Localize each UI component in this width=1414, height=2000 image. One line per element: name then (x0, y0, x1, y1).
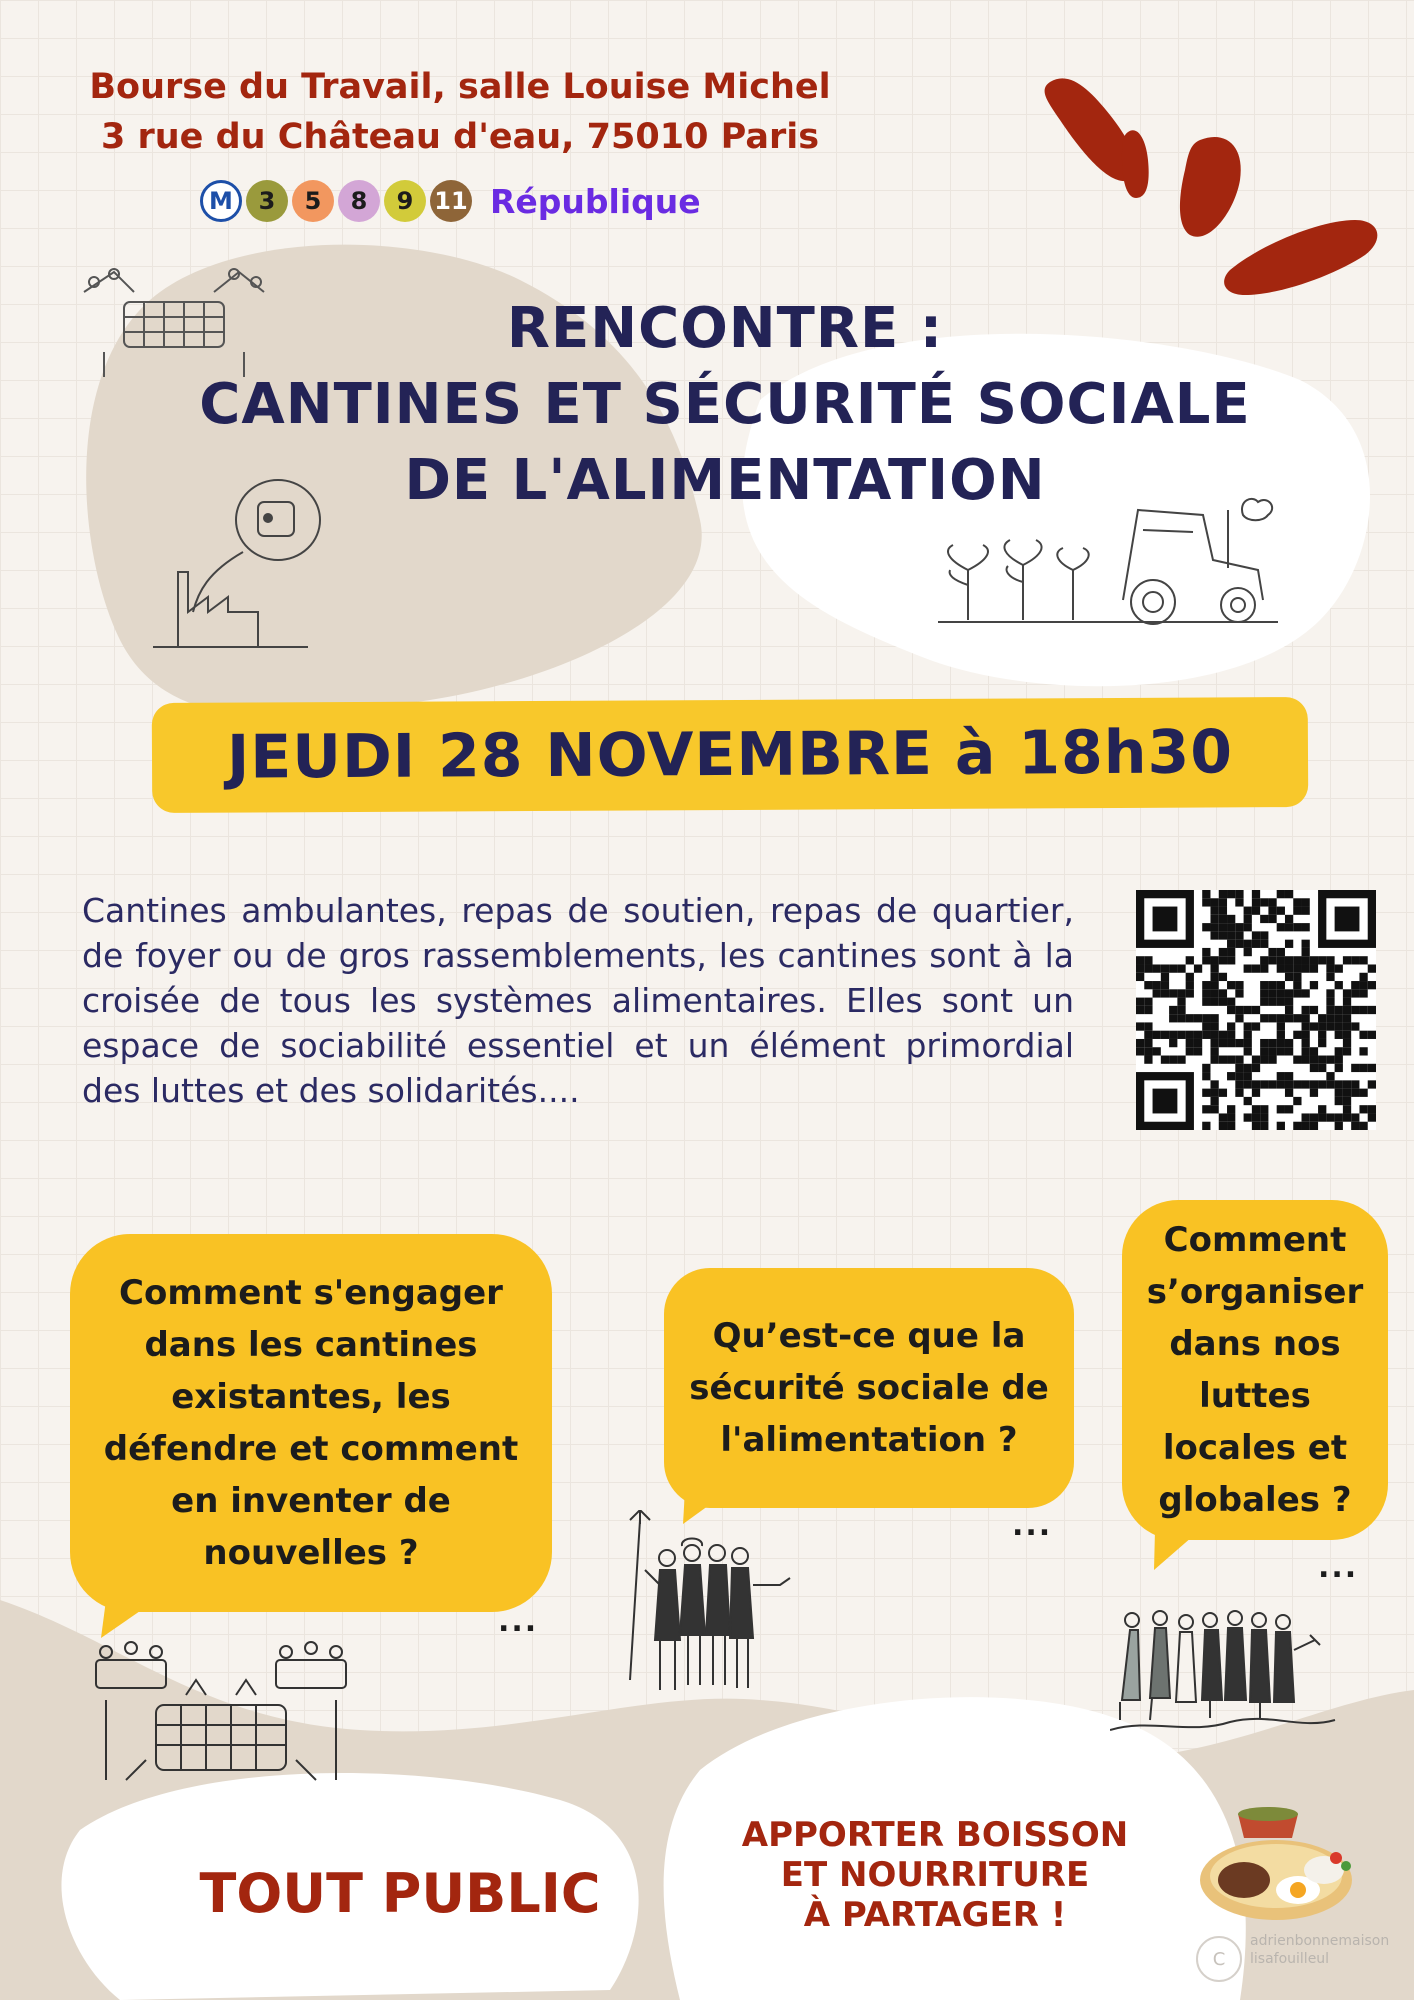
question-2-dots: ... (1012, 1508, 1053, 1543)
metro-line-3: 3 (246, 180, 288, 222)
stroke-3 (1180, 137, 1241, 237)
venue-address: 3 rue du Château d'eau, 75010 Paris (100, 117, 820, 157)
metro-line-11: 11 (430, 180, 472, 222)
metro-info (200, 178, 701, 224)
title-line-2: CANTINES ET SÉCURITÉ SOCIALE (199, 372, 1251, 437)
title-line-3: DE L'ALIMENTATION (404, 448, 1046, 513)
bring-line-1: APPORTER BOISSON (741, 1815, 1129, 1855)
metro-station: République (490, 181, 701, 221)
question-bubble-3 (1122, 1200, 1388, 1540)
date-banner (152, 697, 1309, 813)
bring-line-3: À PARTAGER ! (803, 1895, 1067, 1935)
metro-line-5: 5 (292, 180, 334, 222)
qr-finder (1153, 907, 1178, 932)
venue-name: Bourse du Travail, salle Louise Michel (89, 67, 831, 107)
credits (1250, 1932, 1410, 1968)
question-3-dots: ... (1318, 1550, 1359, 1585)
decorative-strokes (1030, 60, 1400, 310)
qr-code[interactable] (1136, 890, 1376, 1130)
audience-label: TOUT PUBLIC (199, 1862, 601, 1925)
crowd-sketch-icon (1110, 1590, 1340, 1740)
metro-icon: M (200, 180, 242, 222)
question-bubble-1 (70, 1234, 552, 1612)
credit-author-1: adrienbonnemaison (1250, 1933, 1390, 1949)
metro-line-9: 9 (384, 180, 426, 222)
stroke-2 (1122, 130, 1149, 198)
question-1-dots: ... (498, 1604, 539, 1639)
credit-author-2: lisafouilleul (1250, 1951, 1330, 1967)
event-date: JEUDI 28 NOVEMBRE à 18h30 (226, 717, 1234, 793)
qr-finder (1335, 907, 1360, 932)
cc-license-icon: C (1196, 1936, 1242, 1982)
qr-finder (1153, 1089, 1178, 1114)
food-plate-icon (1196, 1800, 1366, 1930)
title-line-1: RENCONTRE : (506, 296, 944, 361)
stroke-4 (1224, 220, 1377, 295)
metro-line-8: 8 (338, 180, 380, 222)
cooks-sketch-icon (620, 1510, 800, 1700)
question-1-text: Comment s'engager dans les cantines existantes, les défendre et comment en inventer de nouvelles ? (103, 1273, 519, 1573)
intro-text: Cantines ambulantes, repas de soutien, repas de quartier, de foyer ou de gros rassemblements, les cantines sont à la croisée de tous les systèmes alimentaires. Elles sont un espace de sociabilité essentiel et un élément primordial des luttes et des solidarités.... (82, 891, 1074, 1110)
bring-line-2: ET NOURRITURE (780, 1855, 1090, 1895)
question-3-text: Comment s’organiser dans nos luttes locales et globales ? (1146, 1220, 1364, 1520)
dinner-table-sketch-icon (86, 1640, 356, 1790)
bring-food-notice (720, 1815, 1150, 1935)
question-bubble-2 (664, 1268, 1074, 1508)
question-2-text: Qu’est-ce que la sécurité sociale de l'alimentation ? (689, 1316, 1049, 1460)
